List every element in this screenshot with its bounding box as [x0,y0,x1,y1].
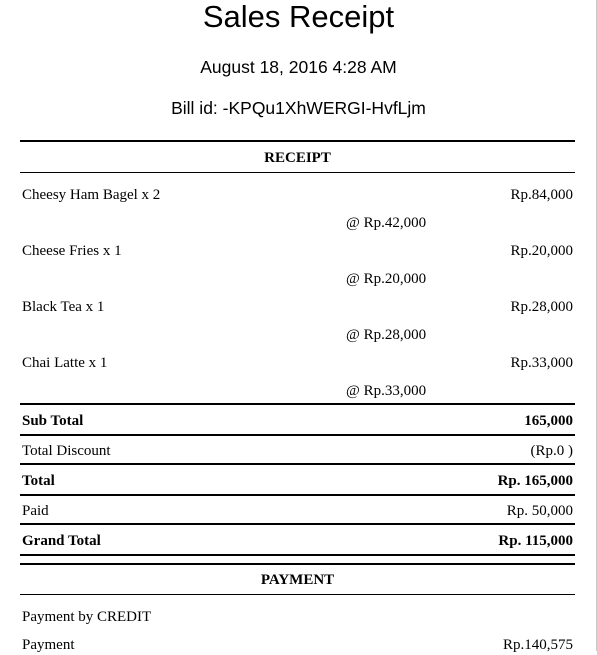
divider [20,594,575,595]
receipt-datetime: August 18, 2016 4:28 AM [200,57,397,77]
total-label: Total [22,473,55,489]
total-value: Rp. 165,000 [497,473,573,489]
divider [20,434,575,436]
item-unit-price: @ Rp.42,000 [346,215,427,231]
paid-value: Rp. 50,000 [506,503,573,519]
grand-total-label: Grand Total [22,533,101,549]
item-name: Chai Latte x 1 [22,355,108,371]
item-total: Rp.84,000 [510,187,573,203]
payment-method: Payment by CREDIT [22,609,152,625]
item-total: Rp.33,000 [510,355,573,371]
payment-label: Payment [22,637,75,653]
subtotal-value: 165,000 [524,413,573,429]
divider [20,523,575,525]
discount-label: Total Discount [22,443,111,459]
receipt-title: Sales Receipt [202,0,395,34]
subtotal-label: Sub Total [22,413,84,429]
item-unit-price: @ Rp.20,000 [346,271,427,287]
receipt-section-title: RECEIPT [264,150,331,166]
paid-label: Paid [22,503,49,519]
grand-total-value: Rp. 115,000 [498,533,573,549]
divider [20,172,575,173]
item-total: Rp.28,000 [510,299,573,315]
item-name: Black Tea x 1 [22,299,105,315]
item-unit-price: @ Rp.28,000 [346,327,427,343]
divider [20,140,575,142]
divider [20,403,575,405]
item-total: Rp.20,000 [510,243,573,259]
divider [20,494,575,496]
divider [20,554,575,556]
discount-value: (Rp.0 ) [530,443,573,459]
item-unit-price: @ Rp.33,000 [346,383,427,399]
item-name: Cheesy Ham Bagel x 2 [22,187,161,203]
payment-value: Rp.140,575 [502,637,573,653]
payment-section-title: PAYMENT [260,572,335,588]
bill-id: Bill id: -KPQu1XhWERGI-HvfLjm [171,98,426,118]
divider [20,563,575,565]
item-name: Cheese Fries x 1 [22,243,122,259]
divider [20,463,575,465]
